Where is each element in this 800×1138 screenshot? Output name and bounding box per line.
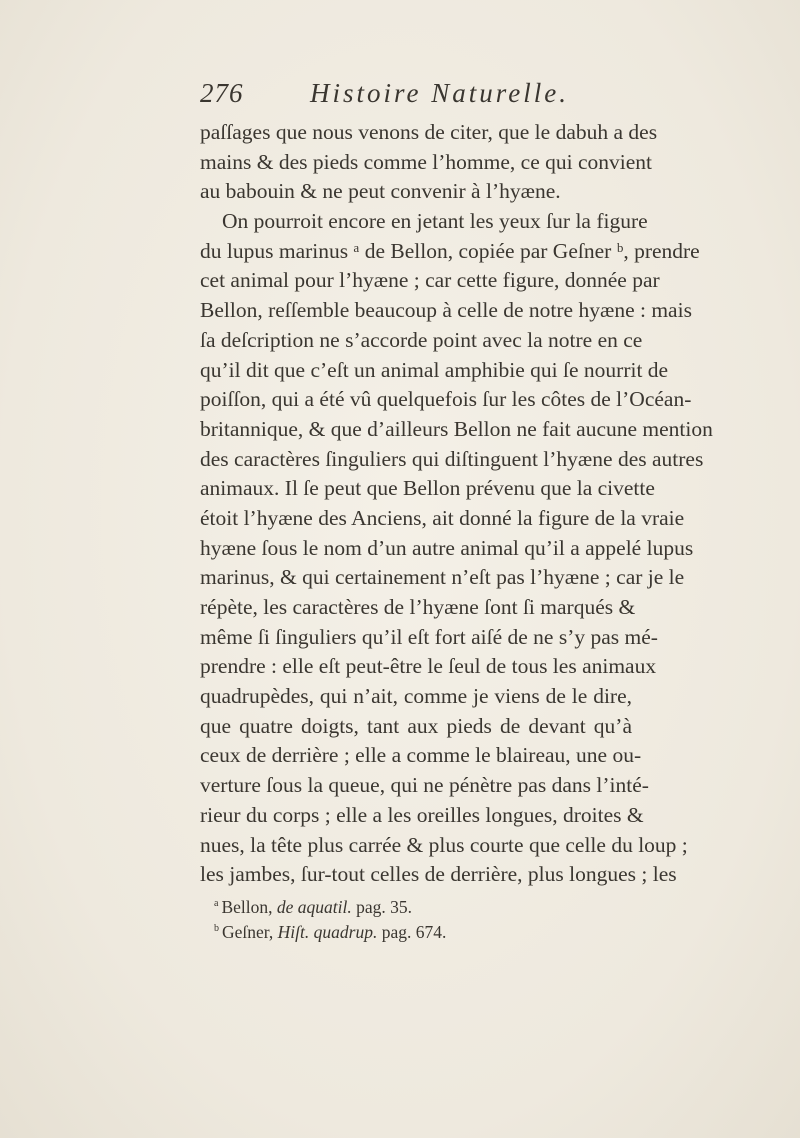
text-line: prendre : elle eſt peut-être le ſeul de tous les animaux [200, 654, 657, 679]
text-line: les jambes, ſur-tout celles de derrière, plus longues ; les [200, 862, 677, 887]
text-line: mains & des pieds comme l’homme, ce qui convient [200, 149, 652, 174]
text-line: marinus, & qui certainement n’eſt pas l’hyæne ; car je le [200, 565, 685, 590]
text-line: cet animal pour l’hyæne ; car cette figure, donnée par [200, 268, 660, 293]
text-line: poiſſon, qui a été vû quelquefois ſur les côtes de l’Océan- [200, 387, 692, 412]
text-line: britannique, & que d’ailleurs Bellon ne fait aucune mention [200, 416, 713, 441]
footnote-work: de aquatil. [276, 897, 352, 917]
footnote-author: Geſner, [222, 922, 274, 942]
footnote-page: pag. 674. [381, 922, 447, 942]
footnote-marker: b [214, 923, 219, 934]
text-line: animaux. Il ſe peut que Bellon prévenu que la civette [200, 476, 655, 501]
text-line: des caractères ſinguliers qui diſtinguent l’hyæne des autres [200, 446, 704, 471]
text-line: quadrupèdes, qui n’ait, comme je viens de le dire, [200, 684, 632, 709]
text-line: Bellon, reſſemble beaucoup à celle de notre hyæne : mais [200, 298, 692, 323]
text-line: qu’il dit que c’eſt un animal amphibie qui ſe nourrit de [200, 357, 669, 382]
text-line: répète, les caractères de l’hyæne ſont ſi marqués & [200, 595, 636, 619]
page-header [200, 78, 630, 118]
text-line: au babouin & ne peut convenir à l’hyæne. [200, 179, 561, 204]
running-title: Histoire Naturelle. [310, 78, 569, 108]
text-line: ceux de derrière ; elle a comme le blaireau, une ou- [200, 743, 642, 768]
text-line: étoit l’hyæne des Anciens, ait donné la figure de la vraie [200, 505, 685, 530]
text-line: verture ſous la queue, qui ne pénètre pas dans l’inté- [200, 773, 649, 798]
text-line: ſa deſcription ne s’accorde point avec la notre en ce [200, 327, 643, 352]
text-line: que quatre doigts, tant aux pieds de devant qu’à [200, 713, 632, 738]
footnote-page: pag. 35. [356, 897, 413, 917]
text-line: même ſi ſinguliers qu’il eſt fort aiſé de ne s’y pas mé- [200, 624, 658, 649]
text-line: paſſages que nous venons de citer, que le dabuh a des [200, 120, 658, 144]
footnote [200, 893, 632, 918]
text-line: du lupus marinus ᵃ de Bellon, copiée par Geſner ᵇ, prendre [200, 238, 700, 263]
text-line: On pourroit encore en jetant les yeux ſur la figure [222, 209, 648, 234]
footnotes [200, 893, 632, 943]
footnote-work: Hiſt. quadrup. [277, 922, 378, 942]
footnote-author: Bellon, [221, 897, 273, 917]
page-number: 276 [200, 78, 244, 108]
text-line: rieur du corps ; elle a les oreilles longues, droites & [200, 802, 644, 827]
text-line: nues, la tête plus carrée & plus courte que celle du loup ; [200, 832, 688, 857]
text-line: hyæne ſous le nom d’un autre animal qu’il a appelé lupus [200, 535, 694, 560]
body-text [200, 118, 713, 890]
footnote [200, 918, 632, 943]
footnote-marker: a [214, 898, 219, 909]
